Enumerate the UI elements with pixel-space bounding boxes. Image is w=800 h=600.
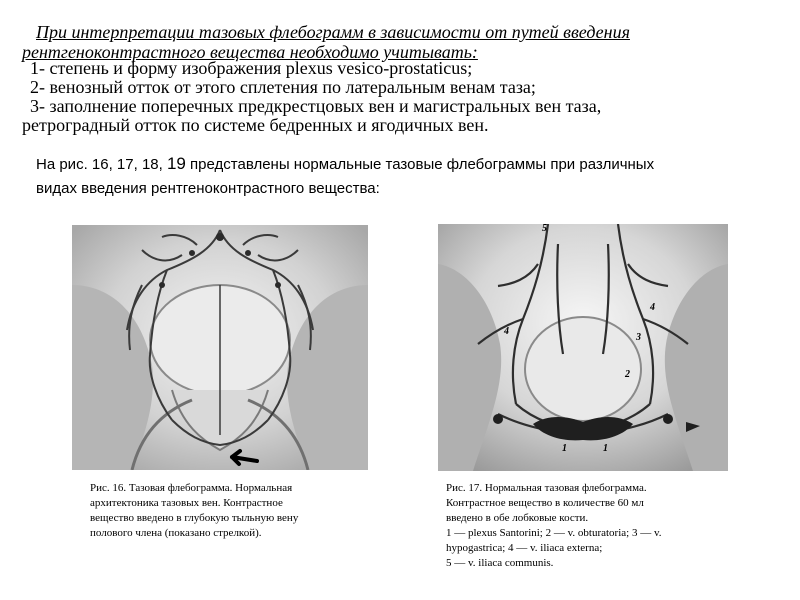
criteria-item-2: 2- венозный отток от этого сплетения по латеральным венам таза; [30, 77, 536, 97]
figure-17-label-4: 4 [650, 302, 655, 313]
criteria-item-3-continuation: ретроградный отток по системе бедренных и ягодичных вен. [22, 115, 489, 135]
intro-paragraph [36, 152, 776, 201]
intro-rest: представлены нормальные тазовые флебограммы при различных [185, 156, 655, 173]
caption-line: полового члена (показано стрелкой). [90, 527, 262, 539]
caption-line: hypogastrica; 4 — v. iliaca externa; [446, 542, 603, 554]
caption-line: Контрастное вещество в количестве 60 мл [446, 497, 644, 509]
caption-line: 5 — v. iliaca communis. [446, 557, 554, 569]
criteria-item-3: 3- заполнение поперечных предкрестцовых вен и магистральных вен таза, [30, 96, 602, 116]
phlebogram-figure-17 [438, 224, 728, 471]
heading-line-2: рентгеноконтрастного вещества необходимо учитывать: [22, 42, 478, 62]
caption-line: Рис. 16. Тазовая флебограмма. Нормальная [90, 482, 293, 494]
intro-number: 19 [166, 154, 186, 173]
caption-line: 1 — plexus Santorini; 2 — v. obturatoria; 3 — v. [446, 527, 662, 539]
figure-17-label-1: 1 [562, 443, 567, 454]
figure-17-label-3: 3 [636, 332, 641, 343]
figure-17-label-2: 2 [625, 369, 630, 380]
figure-17-label-5: 5 [542, 224, 547, 234]
intro-line-2: видах введения рентгеноконтрастного вещества: [36, 180, 380, 197]
intro-prefix: На рис. 16, 17, 18, [36, 156, 167, 173]
slide-heading [22, 22, 782, 62]
figure-17-label-1: 1 [603, 443, 608, 454]
caption-line: Рис. 17. Нормальная тазовая флебограмма. [446, 482, 647, 494]
phlebogram-figure-16 [72, 225, 368, 470]
caption-line: архитектоника тазовых вен. Контрастное [90, 497, 283, 509]
criteria-list [22, 59, 782, 135]
figure-17-caption [446, 481, 736, 571]
heading-line-1: При интерпретации тазовых флебограмм в зависимости от путей введения [36, 22, 630, 42]
caption-line: введено в обе лобковые кости. [446, 512, 589, 524]
caption-line: вещество введено в глубокую тыльную вену [90, 512, 299, 524]
criteria-item-1: 1- степень и форму изображения plexus vesico-prostaticus; [30, 58, 473, 78]
figure-17-label-4: 4 [504, 326, 509, 337]
figure-16-caption [90, 481, 360, 541]
